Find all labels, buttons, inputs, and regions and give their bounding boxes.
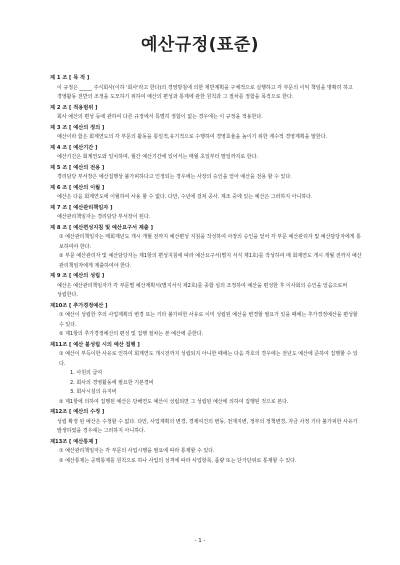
article-clause: ① 예산이 성립한 후의 사업계획의 변경 또는 기타 불가피한 사유로 이미 성립된 예산을 변경할 필요가 있을 때에는 추가경정예산을 편성할 수 있다. bbox=[59, 312, 358, 328]
article-heading: 제13조 [ 예산통제 ] bbox=[50, 438, 98, 445]
document-body bbox=[50, 73, 362, 466]
page-number: - 1 - bbox=[194, 538, 206, 544]
article-13 bbox=[50, 438, 362, 467]
article-12 bbox=[50, 408, 362, 437]
article-clause: ② 제1항의 추가경정예산의 편성 및 집행 절차는 본 예산에 준한다. bbox=[59, 331, 204, 337]
article-3 bbox=[50, 124, 362, 143]
article-heading: 제 9 조 [ 예산의 성립 ] bbox=[50, 273, 105, 279]
list-item: 1. 사원의 급여 bbox=[70, 370, 103, 376]
article-1 bbox=[50, 74, 362, 103]
list-item: 2. 회사의 경영활동에 필요한 기본경비 bbox=[70, 379, 154, 386]
article-text: 예산은 예산관리책임자가 각 부문별 예산계획서(별지서식 제2호)를 종합 심의 조정하여 예산을 편성한 후 이사회의 승인을 얻음으로써 성립한다. bbox=[57, 282, 348, 298]
article-clause: ① 예산이 부득이한 사유로 인하여 회계연도 개시전까지 성립되지 아니한 때에는 다음 각호의 경우에는 전년도 예산에 준하여 집행할 수 있다. bbox=[59, 351, 358, 367]
article-clause: ① 예산관리책임자는 각 부문의 사업시행을 필요에 따라 통제할 수 있다. bbox=[59, 448, 215, 454]
article-heading: 제 1 조 [ 목 적 ] bbox=[50, 75, 90, 81]
article-clause: ② 제1항에 의하여 집행된 예산은 당해연도 예산이 성립되면 그 성립된 예산에 의하여 집행된 것으로 본다. bbox=[59, 398, 289, 405]
article-heading: 제10조 [ 추가경정예산 ] bbox=[50, 302, 108, 309]
list-item: 3. 회사시설의 유지비 bbox=[70, 389, 117, 395]
article-10 bbox=[50, 302, 362, 340]
article-8 bbox=[50, 224, 362, 272]
article-4 bbox=[50, 144, 362, 163]
article-heading: 제12조 [ 예산의 수정 ] bbox=[50, 409, 105, 415]
article-heading: 제 8 조 [ 예산편성지침 및 예산요구서 제출 ] bbox=[50, 224, 153, 231]
article-heading: 제 2 조 [ 적용범위 ] bbox=[50, 104, 98, 111]
article-clause: ② 예산통제는 공맥통제를 원칙으로 하나 사업의 성격에 따라 사업항목, 품량 또는 단가단위로 통제할 수 있다. bbox=[59, 457, 297, 464]
article-text: 이 규정은 _____ 주식회사(이하 '회사'라고 한다)의 경영방침에 의한 제반계획을 구체적으로 실행하고 각 부문의 이익 책임을 명확히 하고 경영활동 전반의 조정을 도모하기 위하여 예산의 편성과 통제에 관한 원칙과 그 절차를 정함을 목적으로 한다. bbox=[57, 84, 353, 100]
article-5 bbox=[50, 164, 362, 183]
article-heading: 제 7 조 [ 예산관리책임자 ] bbox=[50, 204, 113, 211]
article-heading: 제 5 조 [ 예산의 전용 ] bbox=[50, 164, 105, 171]
article-7 bbox=[50, 204, 362, 223]
article-11 bbox=[50, 341, 362, 408]
article-2 bbox=[50, 104, 362, 123]
article-text: 예산기간은 회계연도와 일치하며, 월간 예산기간에 있어서는 매월 초일부터 말일까지로 한다. bbox=[57, 154, 259, 160]
article-text: 예산이라 함은 회계연도의 각 부문의 활동을 통일적,유기적으로 수행하여 경영효율을 높이기 위한 계수적 경영계획을 말한다. bbox=[57, 134, 328, 140]
article-9 bbox=[50, 272, 362, 301]
article-text: 예산은 다음 회계연도에 이월하여 사용 할 수 없다. 다만, 수년에 걸쳐 공사. 제조 중에 있는 예산은 그러하지 아니하다. bbox=[57, 194, 313, 200]
article-text: 회사 예산의 편성 등에 관하여 다른 규정에서 특별히 정함이 없는 경우에는 이 규정을 적용한다. bbox=[57, 114, 263, 120]
article-text: 예산관리책임자는 경리담당 부서장이 된다. bbox=[57, 214, 151, 220]
article-heading: 제 6 조 [ 예산의 이월 ] bbox=[50, 184, 105, 191]
article-heading: 제 3 조 [ 예산의 정의 ] bbox=[50, 124, 105, 131]
document-title: 예산규정(표준) bbox=[140, 35, 260, 55]
article-6 bbox=[50, 184, 362, 203]
article-heading: 제 4 조 [ 예산기간 ] bbox=[50, 144, 98, 151]
article-text: 경리담당 부서장은 예산집행상 불가피하다고 인정되는 경우에는 사장의 승인을 얻어 예산을 전용 할 수 있다. bbox=[57, 174, 292, 180]
article-clause: ② 부문 예산관리자 및 예산담당자는 제1항의 편성지침에 따라 예산요구서(별지 서식 제1호)를 작성하여 매 회계연도 개시 개월 전까지 예산관리책임자에게 제출하여야 한다. bbox=[59, 253, 362, 269]
article-clause: ① 예산관리책임자는 매회계년도 개시 개월 전까지 예산편성 지침을 작성하여 사장의 승인을 얻어 각 부문 예산관리자 및 예산담당자에게 통보하여야 한다. bbox=[59, 234, 361, 250]
article-text: 성립 확정 된 예산은 수정할 수 없다. 다만, 사업계획의 변경, 경제여건의 변동, 천재지변, 정부의 정책변경, 자금 사정 기타 불가피한 사유가 발생하였을 경우에는 그러하지 아니하다. bbox=[57, 418, 358, 434]
article-heading: 제11조 [ 예산 불성립 시의 예산 집행 ] bbox=[50, 341, 140, 348]
